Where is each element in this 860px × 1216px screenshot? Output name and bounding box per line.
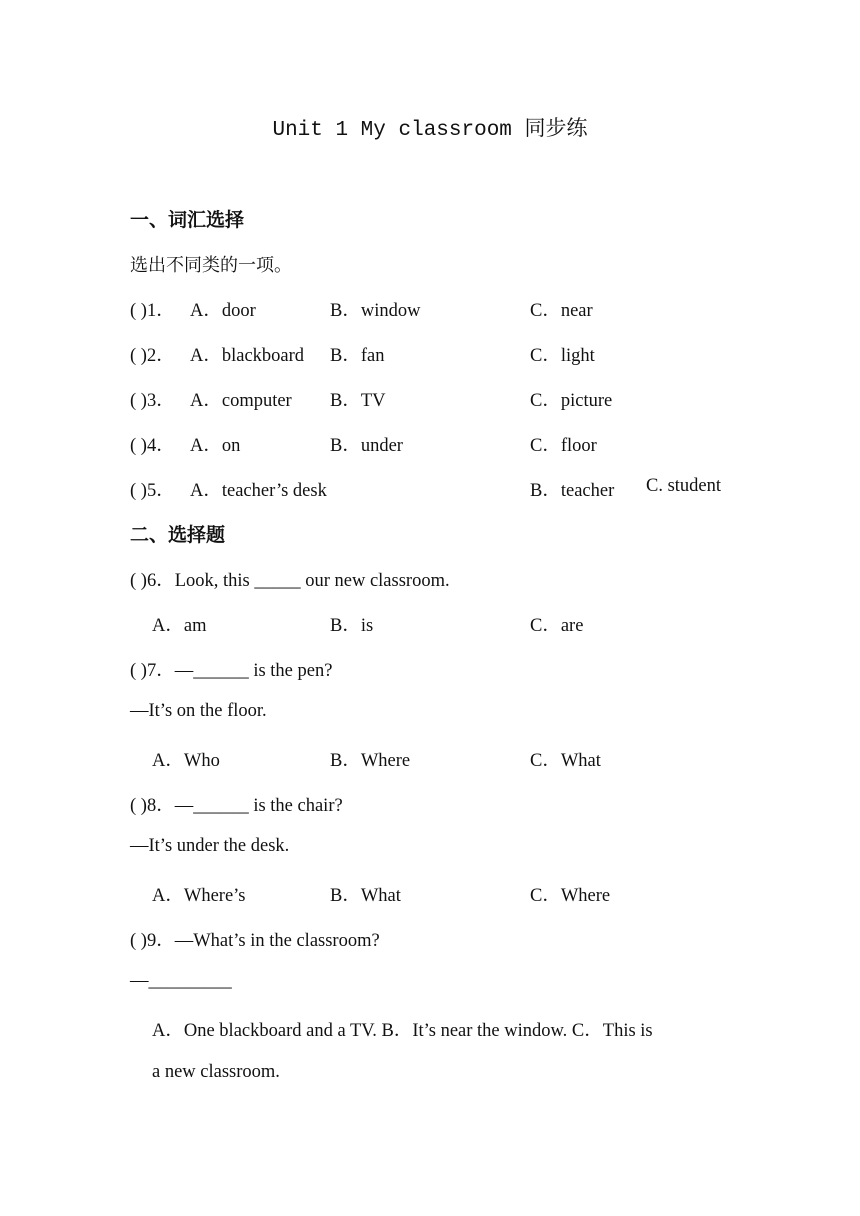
- option-a: A．blackboard: [190, 346, 305, 366]
- answer-line: —It’s on the floor.: [130, 701, 267, 721]
- option-c: C．near: [530, 301, 593, 321]
- option-b: B．is: [330, 616, 374, 636]
- section2-heading: 二、选择题: [130, 524, 226, 546]
- option-c: C．are: [530, 616, 584, 636]
- option-b: B．fan: [330, 346, 385, 366]
- option-a: A．on: [190, 436, 241, 456]
- options-line-2: a new classroom.: [152, 1062, 280, 1082]
- answer-line: —_________: [130, 971, 232, 991]
- question-number: ( )3．: [130, 391, 175, 411]
- option-b: B．under: [330, 436, 403, 456]
- option-b: B．Where: [330, 751, 411, 771]
- question-stem: ( )9．—What’s in the classroom?: [130, 931, 380, 951]
- option-c: C．light: [530, 346, 595, 366]
- option-c: C. student: [646, 476, 722, 496]
- question-stem: ( )6．Look, this _____ our new classroom.: [130, 571, 450, 591]
- option-c: C．picture: [530, 391, 613, 411]
- option-a: A．teacher’s desk: [190, 481, 327, 501]
- question-number: ( )4．: [130, 436, 175, 456]
- question-number: ( )5．: [130, 481, 175, 501]
- page-title: Unit 1 My classroom 同步练: [272, 119, 588, 142]
- option-a: A．Who: [152, 751, 220, 771]
- question-number: ( )1．: [130, 301, 175, 321]
- options-line-1: A．One blackboard and a TV. B．It’s near the window. C．This is: [152, 1021, 653, 1041]
- option-b: B．What: [330, 886, 401, 906]
- option-b: B．TV: [330, 391, 386, 411]
- question-stem: ( )7．—______ is the pen?: [130, 661, 333, 681]
- question-number: ( )2．: [130, 346, 175, 366]
- section1-heading: 一、词汇选择: [130, 209, 245, 231]
- option-a: A．Where’s: [152, 886, 246, 906]
- question-stem: ( )8．—______ is the chair?: [130, 796, 343, 816]
- option-c: C．floor: [530, 436, 597, 456]
- option-a: A．door: [190, 301, 256, 321]
- answer-line: —It’s under the desk.: [130, 836, 290, 856]
- option-a: A．am: [152, 616, 207, 636]
- section1-instruction: 选出不同类的一项。: [130, 255, 292, 276]
- option-b: B．teacher: [530, 481, 615, 501]
- option-c: C．Where: [530, 886, 611, 906]
- option-c: C．What: [530, 751, 601, 771]
- option-b: B．window: [330, 301, 421, 321]
- option-a: A．computer: [190, 391, 292, 411]
